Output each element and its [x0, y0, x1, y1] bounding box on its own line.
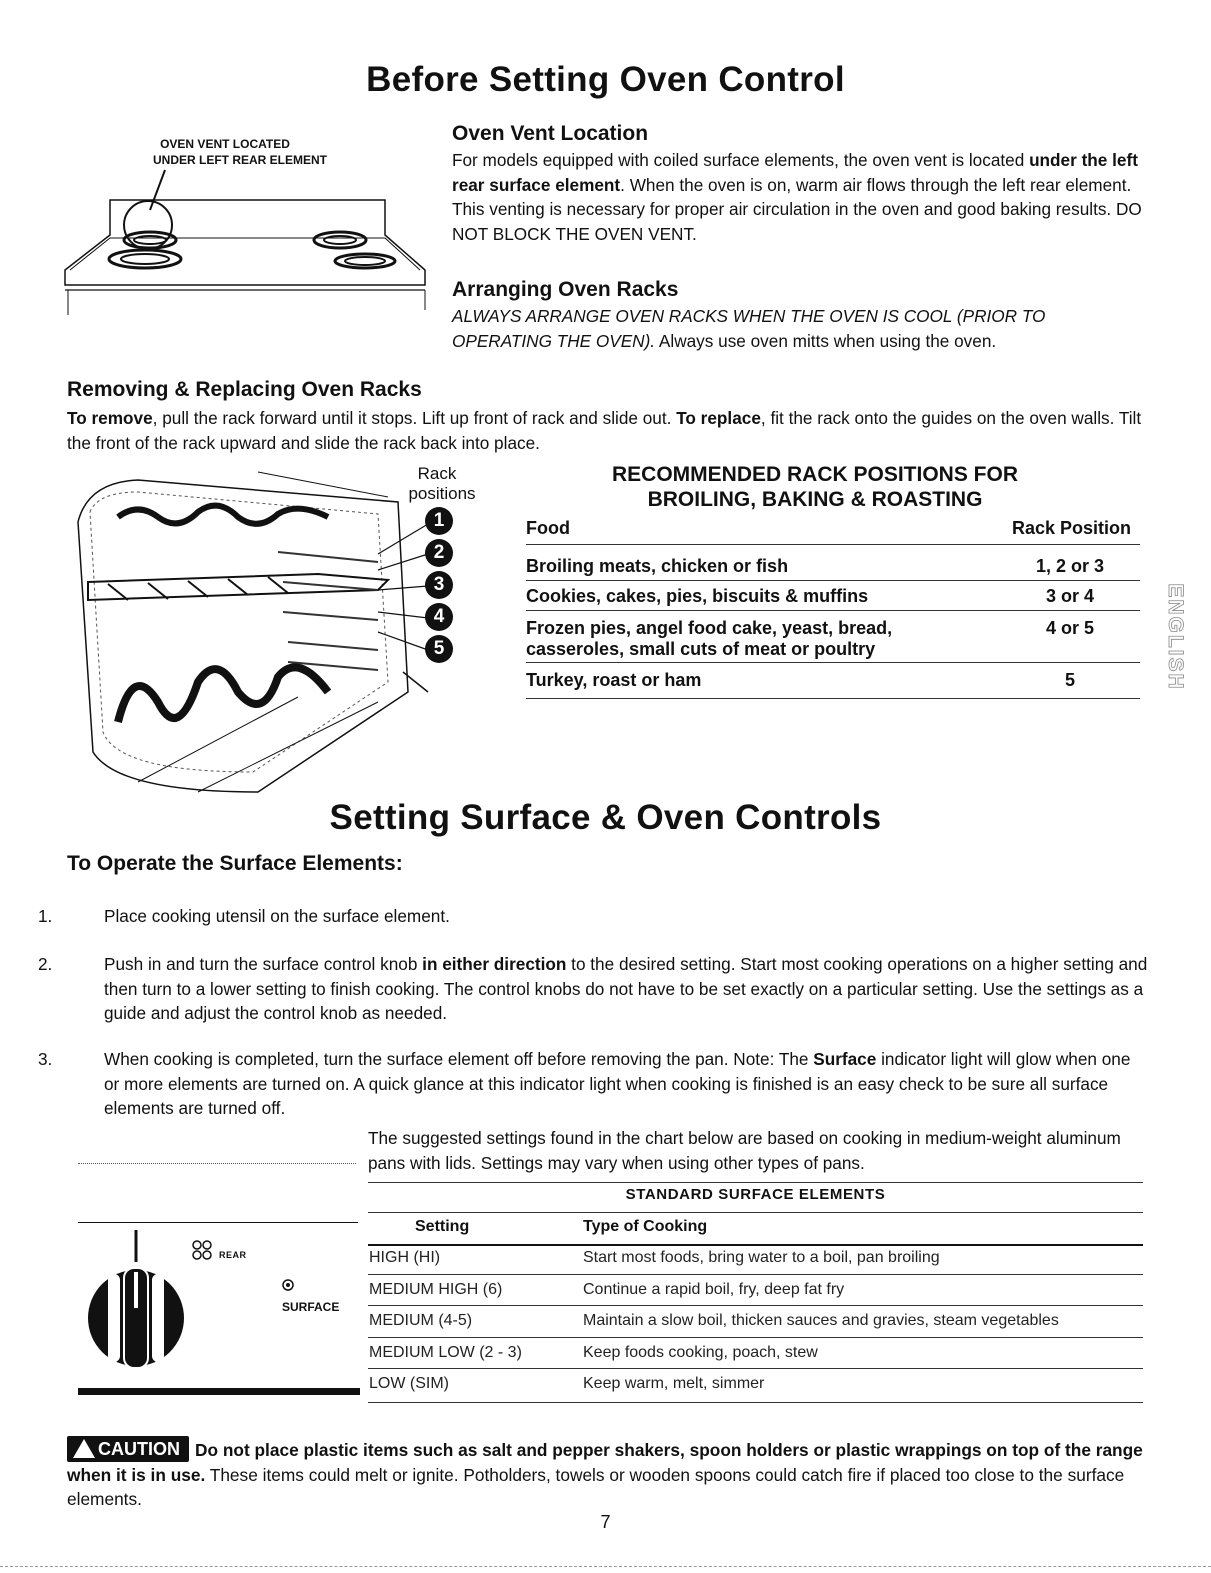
step-3-number: 3. [38, 1049, 53, 1069]
vent-caption-line1: OVEN VENT LOCATED [160, 137, 290, 151]
removing-text-b: , pull the rack forward until it stops. Lift up front of rack and slide out. [152, 408, 677, 428]
surface-header-rule [368, 1244, 1143, 1246]
rack-number-4: 4 [425, 603, 453, 631]
english-side-tab [1158, 567, 1187, 707]
step-1-number: 1. [38, 906, 53, 926]
step-3-text-c: indicator light will glow when one or more elements are turned on. A quick glance at this indicator light when cooking is finished is an easy check to be sure all surface elements are turned off. [104, 1049, 1131, 1118]
caution-rest: These items could melt or ignite. Potholders, towels or wooden spoons could catch fire if placed too close to the surface elements. [67, 1464, 1125, 1509]
rack-number-3: 3 [425, 571, 453, 599]
surface-row-5-type: Keep warm, melt, simmer [583, 1375, 765, 1392]
rack-table-title-line2: BROILING, BAKING & ROASTING [647, 488, 983, 511]
vent-figure-caption [120, 136, 360, 168]
rack-label-line1: Rack [417, 464, 457, 483]
surface-row-4-setting: MEDIUM LOW (2 - 3) [369, 1344, 522, 1361]
surface-row-1-setting: HIGH (HI) [369, 1249, 441, 1266]
oven-vent-heading: Oven Vent Location [452, 122, 649, 145]
surface-row-3-setting: MEDIUM (4-5) [369, 1312, 473, 1329]
vent-caption-line2: UNDER LEFT REAR ELEMENT [153, 153, 327, 167]
oven-vent-text-bold: under the left rear surface element [452, 150, 1138, 195]
page-title: Before Setting Oven Control [366, 60, 845, 99]
rack-table-title [520, 462, 1110, 512]
rack-row-rule [526, 662, 1140, 663]
oven-vent-text [452, 148, 1147, 246]
rack-row-3-food [526, 618, 892, 660]
arranging-italic: ALWAYS ARRANGE OVEN RACKS WHEN THE OVEN IS COOL (PRIOR TO OPERATING THE OVEN). [452, 306, 1046, 351]
oven-vent-text-a: For models equipped with coiled surface elements, the oven vent is located [452, 150, 1030, 170]
step-2-text-a: Push in and turn the surface control knob [104, 954, 423, 974]
surface-row-5-setting: LOW (SIM) [369, 1375, 449, 1392]
suggested-note: The suggested settings found in the chart below are based on cooking in medium-weight aluminum pans with lids. Settings may vary when using other types of pans. [368, 1128, 1121, 1173]
rack-col-food: Food [526, 518, 570, 538]
step-3-bold: Surface [813, 1049, 877, 1069]
rack-row-3-food-line1: Frozen pies, angel food cake, yeast, bread, [526, 618, 893, 638]
rack-row-rule [526, 580, 1140, 581]
rack-positions-label [396, 464, 488, 504]
cooktop-illustration [60, 170, 440, 320]
page-bottom-edge [0, 1566, 1211, 1567]
arranging-text [452, 304, 1147, 353]
knob-rear-label: REAR [219, 1250, 247, 1260]
removing-heading: Removing & Replacing Oven Racks [67, 378, 422, 401]
caution-badge-text: CAUTION [98, 1439, 180, 1459]
removing-text [67, 406, 1147, 455]
surface-table-bottom-rule [368, 1402, 1143, 1403]
arranging-rest: Always use oven mitts when using the oven. [655, 330, 997, 351]
removing-text-d: , fit the rack onto the guides on the oven walls. Tilt the front of the rack upward and slide the rack back into place. [67, 408, 1142, 453]
knob-surface-label: SURFACE [282, 1300, 340, 1314]
surface-ops-heading: To Operate the Surface Elements: [67, 852, 403, 875]
oven-rack-illustration [78, 462, 478, 802]
surface-title-rule [368, 1212, 1143, 1213]
caution-text [67, 1438, 1147, 1512]
surface-table-title: STANDARD SURFACE ELEMENTS [625, 1186, 886, 1203]
surface-row-rule [368, 1337, 1143, 1338]
rack-row-2-food: Cookies, cakes, pies, biscuits & muffins [526, 586, 869, 606]
surface-row-4-type: Keep foods cooking, poach, stew [583, 1344, 818, 1361]
english-side-tab-text: ENGLISH [1164, 583, 1187, 691]
section2-title: Setting Surface & Oven Controls [329, 798, 882, 837]
step-2-text-c: to the desired setting. Start most cooking operations on a higher setting and then turn to a lower setting to finish cooking. The control knobs do not have to be set exactly on a particular setting. Use the settings as a guide and adjust the control knob as needed. [104, 954, 1148, 1023]
rack-row-3-position: 4 or 5 [1045, 618, 1095, 638]
rack-row-rule [526, 698, 1140, 699]
dotted-leader [78, 1163, 356, 1164]
removing-bold-a: To remove [67, 408, 153, 428]
knob-figure-top-rule [78, 1222, 358, 1223]
surface-row-rule [368, 1368, 1143, 1369]
surface-col-type: Type of Cooking [583, 1218, 708, 1235]
rack-row-3-food-line2: casseroles, small cuts of meat or poultry [526, 639, 876, 659]
surface-row-2-type: Continue a rapid boil, fry, deep fat fry [583, 1281, 845, 1298]
rack-row-2-position: 3 or 4 [1045, 586, 1095, 606]
rack-col-position: Rack Position [1012, 518, 1132, 538]
rack-row-1-position: 1, 2 or 3 [1035, 556, 1105, 576]
surface-table-top-rule [368, 1182, 1143, 1183]
step-2-text [104, 952, 1149, 1026]
step-2-number: 2. [38, 954, 53, 974]
rack-label-line2: positions [408, 484, 476, 503]
removing-bold-c: To replace [676, 408, 761, 428]
rack-number-5: 5 [425, 635, 453, 663]
oven-vent-text-c: . When the oven is on, warm air flows through the left rear element. This venting is necessary for proper air circulation in the oven and good baking results. DO NOT BLOCK THE OVEN VENT. [452, 174, 1142, 244]
step-3-text-a: When cooking is completed, turn the surface element off before removing the pan. Note: The [104, 1049, 814, 1069]
page-number: 7 [600, 1512, 611, 1532]
rack-number-1: 1 [425, 507, 453, 535]
surface-row-rule [368, 1305, 1143, 1306]
rack-row-4-food: Turkey, roast or ham [526, 670, 702, 690]
step-1-text: Place cooking utensil on the surface element. [104, 906, 450, 926]
caution-bold: Do not place plastic items such as salt and pepper shakers, spoon holders or plastic wrappings on top of the range when it is in use. [67, 1440, 1143, 1485]
arranging-heading: Arranging Oven Racks [452, 278, 679, 301]
knob-figure-bottom-rule [78, 1388, 360, 1395]
surface-row-1-type: Start most foods, bring water to a boil, pan broiling [583, 1249, 940, 1266]
rack-table-title-line1: RECOMMENDED RACK POSITIONS FOR [611, 463, 1018, 486]
step-2-bold: in either direction [422, 954, 567, 974]
rack-row-rule [526, 610, 1140, 611]
surface-row-3-type: Maintain a slow boil, thicken sauces and gravies, steam vegetables [583, 1312, 1059, 1329]
rack-number-2: 2 [425, 539, 453, 567]
surface-col-setting: Setting [415, 1218, 470, 1235]
rack-row-4-position: 5 [1064, 670, 1075, 690]
rack-header-rule [526, 544, 1140, 545]
step-3-text [104, 1047, 1149, 1121]
surface-row-rule [368, 1274, 1143, 1275]
surface-row-2-setting: MEDIUM HIGH (6) [369, 1281, 503, 1298]
rack-row-1-food: Broiling meats, chicken or fish [526, 556, 789, 576]
